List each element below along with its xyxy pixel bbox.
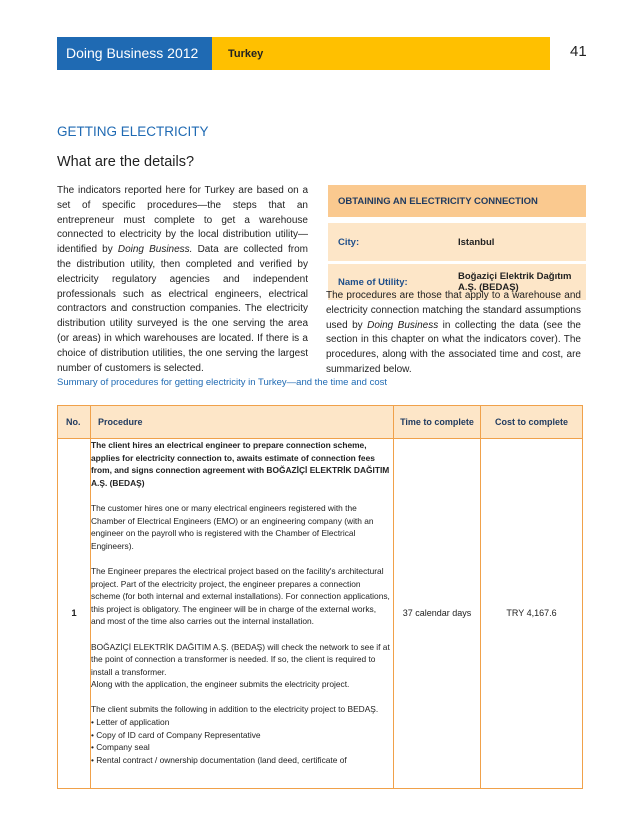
section-subtitle: What are the details? [57, 154, 195, 170]
procedures-text-2: in collecting the data (see the section in this chapter on what the indicators cover). The procedures, along with the associated time and cost, are summarized below. [326, 319, 581, 375]
procedure-paragraph: BOĞAZİÇİ ELEKTRİK DAĞITIM A.Ş. (BEDAŞ) will check the network to see if at the point of connection a transformer is needed. If so, the client is required to install a transformer. [91, 641, 390, 677]
connection-info-box [328, 185, 586, 300]
header-procedure: Procedure [98, 417, 143, 427]
procedure-paragraph: The customer hires one or many electrical engineers registered with the Chamber of Electrical Engineers (EMO) or an engineering company (with an engineer on the payroll who is registered with the Chamber of Electrical Engineers). [91, 502, 374, 551]
utility-label: Name of Utility: [338, 276, 408, 288]
time-cell: 37 calendar days [402, 608, 472, 618]
header-no: No. [66, 417, 81, 427]
city-value: Istanbul [458, 236, 495, 248]
utility-value: Boğaziçi Elektrik Dağıtım A.Ş. (BEDAŞ) [458, 271, 572, 293]
city-row [328, 217, 586, 261]
header-time: Time to complete [400, 417, 474, 427]
section-title: GETTING ELECTRICITY [57, 124, 209, 139]
intro-paragraph [57, 184, 308, 376]
procedure-paragraph: The client submits the following in addition to the electricity project to BEDAŞ. [91, 704, 379, 715]
list-item: • Copy of ID card of Company Representative [91, 729, 261, 740]
header-title: Doing Business 2012 [66, 45, 199, 61]
page-number: 41 [570, 43, 587, 60]
procedure-paragraph: The Engineer prepares the electrical project based on the facility's architectural project. Part of the electricity project, the engineer prepares a connection scheme (for both internal and external installations). For connection applications, this project is obligatory. The engineer will be in charge of the external works, and most of the time also carries out the internal installation. [91, 565, 390, 627]
procedures-table [57, 405, 583, 789]
list-item: • Letter of application [91, 717, 170, 728]
cost-cell: TRY 4,167.6 [506, 608, 557, 618]
info-box-heading: OBTAINING AN ELECTRICITY CONNECTION [328, 185, 586, 217]
procedure-cell [91, 439, 391, 766]
intro-text-1: The indicators reported here for Turkey are based on a set of specific procedures—the steps that an entrepreneur must complete to get a warehouse connected to electricity by the local distribution utility—identified by [57, 185, 308, 256]
city-label: City: [338, 236, 360, 248]
summary-caption: Summary of procedures for getting electricity in Turkey—and the time and cost [57, 377, 388, 388]
intro-italic: Doing Business. [117, 244, 193, 256]
procedures-paragraph [326, 289, 581, 378]
intro-text-2: Data are collected from the distribution utility, then completed and verified by electricity regulatory agencies and independent professionals such as electrical engineers, electrical contractors and construction companies. The electricity distribution utility surveyed is the one serving the area (or areas) in which warehouses are located. If there is a choice of distribution utilities, the one serving the largest number of customers is selected. [57, 244, 308, 374]
procedures-italic: Doing Business [367, 319, 439, 331]
procedure-paragraph: Along with the application, the engineer submits the electricity project. [91, 679, 350, 690]
row-number: 1 [71, 607, 77, 619]
procedures-text-1: The procedures are those that apply to a warehouse and electricity connection matching the standard assumptions used by [326, 290, 581, 331]
header-cost: Cost to complete [494, 417, 568, 427]
list-item: • Rental contract / ownership documentation (land deed, certificate of [91, 754, 347, 765]
list-item: • Company seal [91, 742, 150, 753]
procedure-lead: The client hires an electrical engineer to prepare connection scheme, applies for electricity connection to, awaits estimate of connection fees from, and signs connection agreement with BOĞAZİÇİ ELEKTRİK DAĞITIM A.Ş. (BEDAŞ) [91, 440, 390, 488]
header-country: Turkey [228, 48, 264, 60]
